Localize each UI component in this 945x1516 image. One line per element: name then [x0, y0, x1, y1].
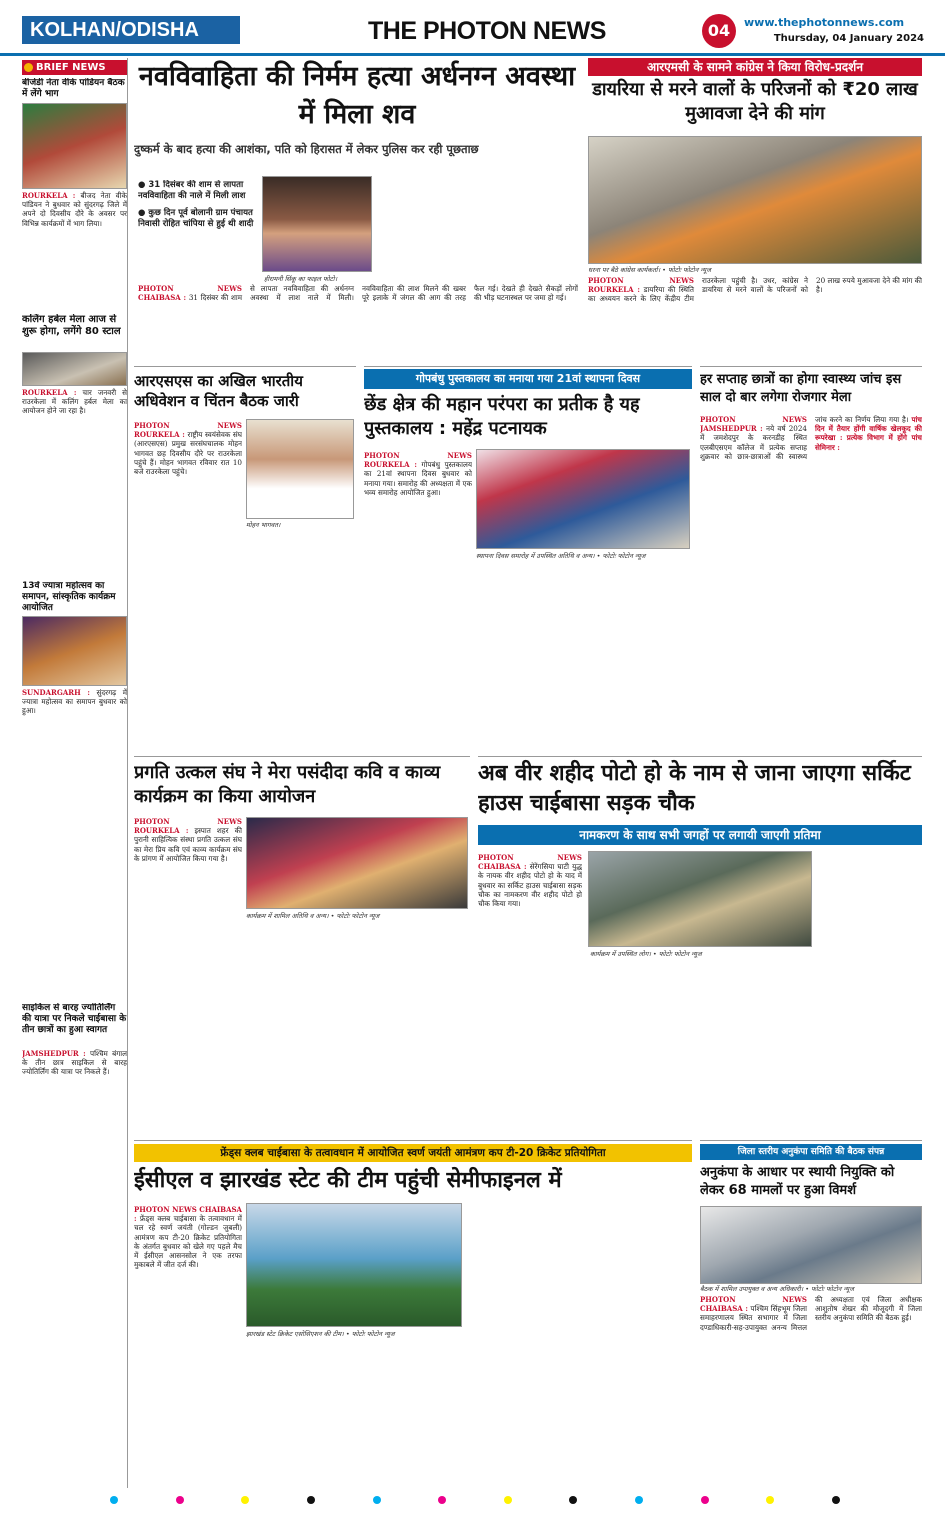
brief-text-1: ROURKELA : बीजद नेता वीके पांडियन ने बुधवार को सुंदरगढ़ जिले में अपने दो दिवसीय दौरे के अवसर पर विभिन्न कार्यक्रमों में भाग लिया।	[22, 191, 127, 228]
registration-mark	[635, 1496, 643, 1504]
library-story	[364, 366, 692, 750]
anukampa-headline: अनुकंपा के आधार पर स्थायी नियुक्ति को लेकर 68 मामलों पर हुआ विमर्श	[700, 1165, 895, 1198]
lead-story	[134, 58, 580, 358]
rss-photo	[246, 419, 354, 519]
congress-banner: आरएमसी के सामने कांग्रेस ने किया विरोध-प्रदर्शन	[588, 58, 922, 76]
lead-bullets	[138, 180, 256, 270]
anukampa-photo-caption: बैठक में शामिल उपायुक्त व अन्य अधिकारी। • फोटोः फोटोन न्यूज	[700, 1285, 854, 1293]
registration-mark	[307, 1496, 315, 1504]
congress-headline: डायरिया से मरने वालों के परिजनों को ₹20 लाख मुआवजा देने की मांग	[592, 79, 918, 124]
print-registration-bar	[110, 1496, 840, 1506]
brief-news-column	[22, 58, 128, 1488]
health-subhead-2: प्रत्येक विभाग में होंगे पांच सेमिनार :	[815, 433, 922, 452]
rss-photo-caption: मोहन भागवत।	[246, 521, 281, 529]
pota-headline: अब वीर शहीद पोटो हो के नाम से जाना जाएगा सर्किट हाउस चाईबासा सड़क चौक	[478, 761, 911, 816]
pota-story	[478, 756, 922, 1134]
pota-photo	[588, 851, 812, 947]
registration-mark	[241, 1496, 249, 1504]
library-photo-caption: स्थापना दिवस समारोह में उपस्थित अतिथि व अन्य। • फोटोः फोटोन न्यूज	[476, 552, 646, 560]
brief-news-label: BRIEF NEWS	[22, 60, 127, 75]
health-text: PHOTON NEWS JAMSHEDPUR : नये वर्ष 2024 में जमशेदपुर के करनडीह स्थित एलबीएसएम कॉलेज में प्रत्येक सप्ताह शुक्रवार को छात्र-छात्राओं की स्वास्थ्य जांच करने का निर्णय लिया गया है। पांच दिन में तैयार होंगी वार्षिक खेलकूद की रूपरेखा : प्रत्येक विभाग में होंगे पांच सेमिनार :	[700, 415, 922, 461]
pota-banner: नामकरण के साथ सभी जगहों पर लगायी जाएगी प्रतिमा	[478, 825, 922, 845]
poetry-photo	[246, 817, 468, 909]
cricket-story	[134, 1140, 692, 1488]
registration-mark	[438, 1496, 446, 1504]
registration-mark	[701, 1496, 709, 1504]
health-story	[700, 366, 922, 750]
registration-mark	[569, 1496, 577, 1504]
issue-date: Thursday, 04 January 2024	[773, 33, 924, 44]
brief-headline-1: बीजेडी नेता वीके पांडियन बैठक में लेंगे भाग	[22, 78, 125, 99]
rss-headline: आरएसएस का अखिल भारतीय अधिवेशन व चिंतन बैठक जारी	[134, 372, 303, 410]
page-number: 04	[702, 14, 736, 48]
registration-mark	[110, 1496, 118, 1504]
library-headline: छेंड क्षेत्र की महान परंपरा का प्रतीक है यह पुस्तकालय : महेंद्र पटनायक	[364, 394, 640, 439]
brief-text-3: SUNDARGARH : सुंदरगढ़ में ज्यात्रा महोत्सव का समापन बुधवार को हुआ।	[22, 688, 127, 716]
lead-text: PHOTON NEWS CHAIBASA : 31 दिसंबर की शाम से लापता नवविवाहिता की अर्धनग्न अवस्था में लाश नाले में मिली। नवविवाहिता की लाश मिलने की खबर पूरे इलाके में जंगल की आग की तरह फैल गई। देखते ही देखते सैकड़ों लोगों की भीड़ घटनास्थल पर जमा हो गई।	[138, 284, 578, 303]
cricket-photo	[246, 1203, 462, 1327]
library-text: PHOTON NEWS ROURKELA : गोपबंधु पुस्तकालय का 21वां स्थापना दिवस बुधवार को मनाया गया। समारोह की अध्यक्षता में एक भव्य समारोह आयोजित हुआ।	[364, 451, 472, 497]
victim-photo-caption: हीरामनी सिंकू का फाइल फोटो।	[264, 275, 338, 283]
rss-text: PHOTON NEWS ROURKELA : राष्ट्रीय स्वयंसेवक संघ (आरएसएस) प्रमुख सरसंघचालक मोहन भागवत छह दिवसीय दौरे पर राउरकेला पहुंचे हैं। मोहन भागवत रविवार रात 10 बजे राउरकेला पहुंचे।	[134, 421, 242, 477]
brief-headline-4: साइकिल से बारह ज्योतिर्लिंग की यात्रा पर निकले चाईबासा के तीन छात्रों का हुआ स्वागत	[22, 1003, 127, 1035]
registration-mark	[176, 1496, 184, 1504]
brief-headline-2: कलिंग हर्बल मेला आज से शुरू होगा, लगेंगे 80 स्टाल	[22, 314, 121, 337]
brief-photo-3	[22, 616, 127, 686]
cricket-headline: ईसीएल व झारखंड स्टेट की टीम पहुंची सेमीफाइनल में	[134, 1168, 562, 1193]
masthead	[0, 0, 945, 56]
registration-mark	[832, 1496, 840, 1504]
brief-photo-1	[22, 103, 127, 189]
library-photo	[476, 449, 690, 549]
pota-text-left: PHOTON NEWS CHAIBASA : सेरेंगसिया घाटी युद्ध के नायक वीर शहीद पोटो हो के याद में बुधवार का सर्किट हाउस चाईबासा सड़क चौक का नामकरण वीर शहीद पोटो हो चौक किया गया।	[478, 853, 582, 909]
lead-bullet-1: ● 31 दिसंबर की शाम से लापता नवविवाहिता की नाले में मिली लाश	[138, 180, 246, 201]
congress-story	[588, 58, 922, 358]
registration-mark	[373, 1496, 381, 1504]
pota-photo-caption: कार्यक्रम में उपस्थित लोग। • फोटोः फोटोन न्यूज	[590, 950, 702, 958]
poetry-text: PHOTON NEWS ROURKELA : इस्पात शहर की पुरानी साहित्यिक संस्था प्रगति उत्कल संघ का मेरा प्रिय कवि एवं काव्य कार्यक्रम संघ के प्रांगण में आयोजित किया गया है।	[134, 817, 242, 863]
anukampa-photo	[700, 1206, 922, 1284]
brief-text-4: JAMSHEDPUR : पश्चिम बंगाल के तीन छात्र साइकिल से बारह ज्योतिर्लिंग की यात्रा पर निकले हैं।	[22, 1049, 127, 1077]
website[interactable]: www.thephotonnews.com	[744, 16, 905, 29]
newspaper-title: THE PHOTON NEWS	[368, 17, 606, 45]
victim-photo	[262, 176, 372, 272]
brief-headline-3: 13वें ज्यात्रा महोत्सव का समापन, सांस्कृतिक कार्यक्रम आयोजित	[22, 581, 116, 613]
cricket-photo-caption: झारखंड स्टेट क्रिकेट एसोसिएशन की टीम। • फोटोः फोटोन न्यूज	[246, 1330, 395, 1338]
lead-bullet-2: ● कुछ दिन पूर्व बोलानी ग्राम पंचायत निवासी रोहित चांपिया से हुई थी शादी	[138, 208, 254, 229]
poetry-headline: प्रगति उत्कल संघ ने मेरा पसंदीदा कवि व काव्य कार्यक्रम का किया आयोजन	[134, 762, 441, 807]
anukampa-banner: जिला स्तरीय अनुकंपा समिति की बैठक संपन्न	[700, 1144, 922, 1160]
health-subhead-1: पांच दिन में तैयार होंगी वार्षिक खेलकूद की रूपरेखा :	[815, 415, 922, 443]
congress-text: PHOTON NEWS ROURKELA : डायरिया की स्थिति का अध्ययन करने के लिए केंद्रीय टीम राउरकेला पहुंची है। उधर, कांग्रेस ने डायरिया से मरने वालों के परिजनों को 20 लाख रुपये मुआवजा देने की मांग की है।	[588, 276, 922, 304]
brief-photo-2	[22, 352, 127, 386]
registration-mark	[766, 1496, 774, 1504]
lead-headline: नवविवाहिता की निर्मम हत्या अर्धनग्न अवस्था में मिला शव	[138, 61, 576, 130]
cricket-banner: फ्रेंड्स क्लब चाईबासा के तत्वावधान में आयोजित स्वर्ण जयंती आमंत्रण कप टी-20 क्रिकेट प्रतियोगिता	[134, 1144, 692, 1162]
anukampa-story	[700, 1140, 922, 1488]
brief-icon	[24, 63, 33, 72]
lead-subheadline: दुष्कर्म के बाद हत्या की आशंका, पति को हिरासत में लेकर पुलिस कर रही पूछताछ	[134, 142, 479, 156]
rss-story	[134, 366, 356, 750]
congress-photo-caption: धरना पर बैठे कांग्रेस कार्यकर्ता। • फोटोः फोटोन न्यूज	[588, 266, 711, 274]
section-label: KOLHAN/ODISHA	[22, 16, 240, 44]
registration-mark	[504, 1496, 512, 1504]
library-banner: गोपबंधु पुस्तकालय का मनाया गया 21वां स्थापना दिवस	[364, 369, 692, 389]
poetry-story	[134, 756, 470, 1134]
congress-photo	[588, 136, 922, 264]
health-headline: हर सप्ताह छात्रों का होगा स्वास्थ्य जांच इस साल दो बार लगेगा रोजगार मेला	[700, 372, 902, 405]
poetry-photo-caption: कार्यक्रम में शामिल अतिथि व अन्य। • फोटोः फोटोन न्यूज	[246, 912, 380, 920]
brief-text-2: ROURKELA : चार जनवरी से राउरकेला में कलिंग हर्बल मेला का आयोजन होने जा रहा है।	[22, 388, 127, 416]
cricket-text-left: PHOTON NEWS CHAIBASA : फ्रेंड्स क्लब चाईबासा के तत्वावधान में चल रहे स्वर्ण जयंती (गोल्डन जुबली) आमंत्रण कप टी-20 क्रिकेट प्रतियोगिता के अंतर्गत बुधवार को खेले गए पहले मैच में ईसीएल आसनसोल ने एक तरफा मुकाबले में जीत दर्ज की।	[134, 1205, 242, 1270]
anukampa-text: PHOTON NEWS CHAIBASA : पश्चिम सिंहभूम जिला समाहरणालय स्थित सभागार में जिला दण्डाधिकारी-सह-उपायुक्त अनन्य मित्तल की अध्यक्षता एवं जिला अधीक्षक आशुतोष शेखर की मौजूदगी में जिला स्तरीय अनुकंपा समिति की बैठक हुई।	[700, 1295, 922, 1332]
